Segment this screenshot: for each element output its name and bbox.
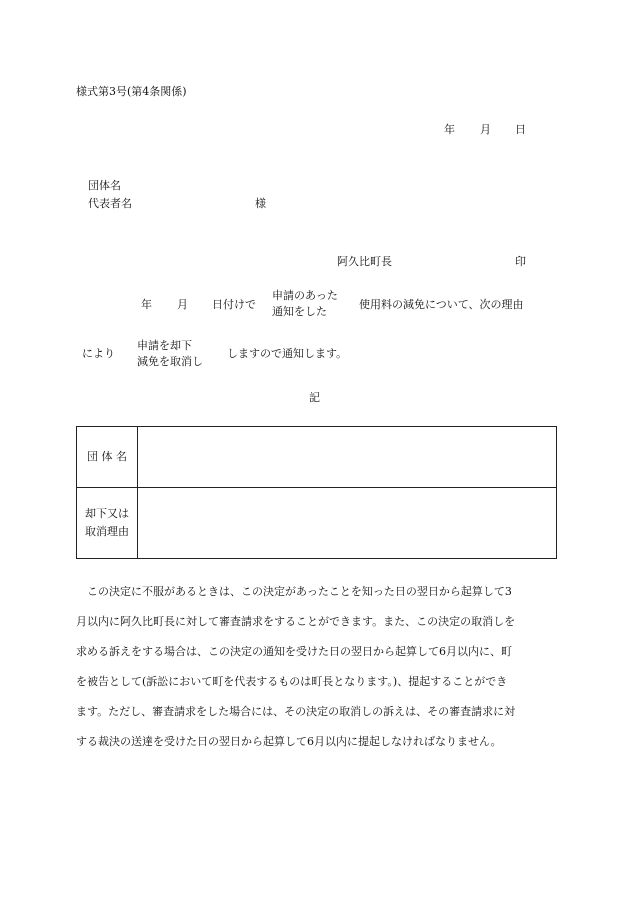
notice-line: を被告として(訴訟において町を代表するものは町長となります。)、提起することができ [76, 675, 508, 688]
reason-label-line1: 却下又は [85, 507, 129, 520]
notice-line: ます。ただし、審査請求をした場合には、その決定の取消しの訴えは、その審査請求に対 [76, 705, 516, 718]
body2-option-reject: 申請を却下 [137, 339, 192, 352]
form-title: 様式第3号(第4条関係) [76, 85, 187, 98]
appeal-notice [76, 577, 558, 757]
seal-mark: 印 [515, 255, 526, 268]
reason-label-line2: 取消理由 [85, 525, 129, 538]
group-name-cell-label: 団 体 名 [77, 427, 138, 488]
body2-option-cancel: 減免を取消し [137, 355, 203, 368]
notice-line: する裁決の送達を受けた日の翌日から起算して6月以内に提起しなければなりません。 [76, 735, 502, 748]
body1-month: 月 [177, 298, 188, 311]
reason-cell-value [138, 488, 557, 559]
date-month-label: 月 [480, 123, 491, 136]
body2-options [137, 338, 203, 370]
sender-name: 阿久比町長 [337, 255, 392, 268]
group-name-label: 団体名 [88, 179, 121, 192]
date-day-label: 日 [515, 123, 526, 136]
notice-line: 求める訴えをする場合は、この決定の通知を受けた日の翌日から起算して6月以内に、町 [76, 645, 512, 658]
reason-cell-label [77, 488, 138, 559]
notice-line: 月以内に阿久比町長に対して審査請求をすることができます。また、この決定の取消しを [76, 615, 516, 628]
body1-year: 年 [141, 298, 152, 311]
table-row [77, 427, 557, 488]
body1-option-applied: 申請のあった [272, 289, 338, 302]
table-row [77, 488, 557, 559]
body1-continuation: 使用料の減免について、次の理由 [359, 298, 524, 311]
honorific-sama: 様 [255, 197, 266, 210]
body2-continuation: しますので通知します。 [227, 347, 348, 360]
ki-mark: 記 [309, 391, 320, 404]
date-year-label: 年 [444, 123, 455, 136]
notice-line: この決定に不服があるときは、この決定があったことを知った日の翌日から起算して3 [87, 585, 512, 598]
detail-table [76, 426, 557, 559]
body1-options [272, 288, 338, 320]
body2-lead: により [82, 347, 115, 360]
body1-option-notified: 通知をした [272, 305, 327, 318]
body1-dated: 日付けで [212, 298, 256, 311]
group-name-cell-value [138, 427, 557, 488]
representative-label: 代表者名 [88, 197, 132, 210]
